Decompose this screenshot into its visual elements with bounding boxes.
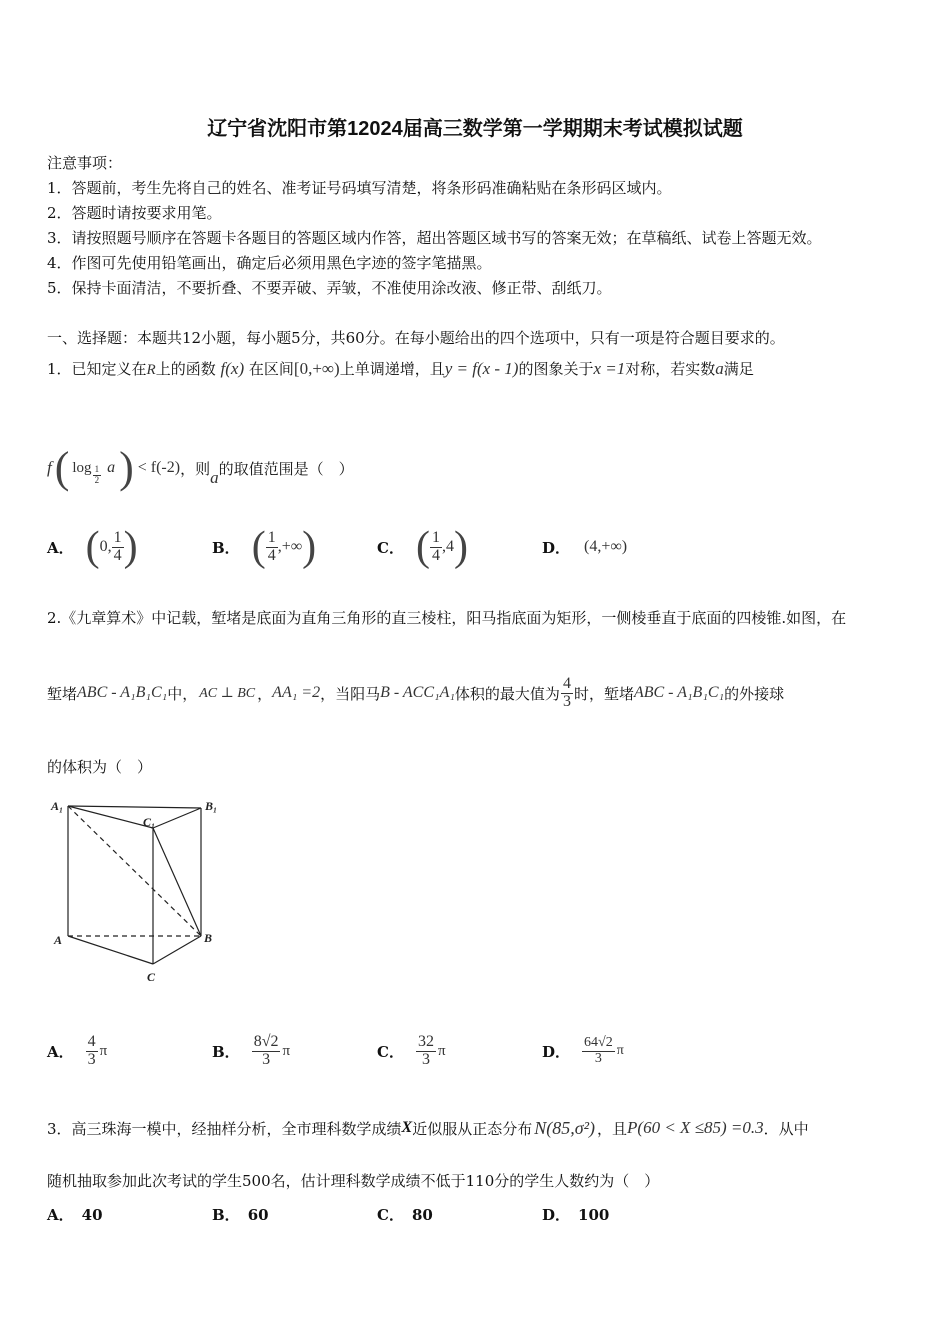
q2-math: AC ⊥ BC: [199, 685, 256, 701]
q1-math: < f(-2): [137, 459, 181, 476]
q1-line2: f ( log $\frac{1}{2}$ a ) < f(-2) ，则 a 的取值范围是（ ）: [47, 443, 354, 492]
label-a1: A₁: [51, 799, 64, 813]
q2-line3: 的体积为（ ）: [47, 758, 153, 776]
edge-c1-b1: [153, 808, 201, 828]
label-c: C: [147, 970, 156, 984]
q2-line2: [47, 668, 784, 718]
q2-option-d[interactable]: [542, 1026, 624, 1076]
q1-option-a[interactable]: A． ( 0, $\frac{1}{4}$ ): [47, 524, 138, 570]
option-numerator: 4: [87, 1032, 96, 1050]
q1-text: 上的函数: [155, 360, 216, 378]
q1-math: a: [715, 359, 724, 378]
q3-text: ．从中: [763, 1119, 809, 1138]
q3-text: ，且: [597, 1119, 628, 1138]
label-c1: C₁: [143, 815, 156, 829]
option-numerator: 1: [431, 528, 440, 546]
q1-math: [0,+∞): [293, 359, 340, 378]
option-math: ,+∞: [277, 538, 303, 555]
option-label: D．: [542, 1042, 571, 1061]
q3-text: 3．高三珠海一模中，经抽样分析，全市理科数学成绩: [47, 1119, 402, 1138]
option-denominator: 3: [421, 1050, 430, 1068]
option-value: 60: [247, 1206, 269, 1224]
q3-option-c[interactable]: [377, 1204, 433, 1225]
edge-a1-b1: [68, 806, 201, 808]
q2-text: 堑堵: [47, 684, 78, 703]
option-denominator: 3: [594, 1050, 602, 1066]
q1-text: 上单调递增，且: [339, 360, 445, 378]
q2-denominator: 3: [562, 692, 571, 710]
q1-option-b[interactable]: B． ( $\frac{1}{4}$ ,+∞ ): [212, 524, 317, 570]
option-denominator: 3: [262, 1050, 271, 1068]
option-label: B．: [212, 538, 240, 557]
q3-math: N(85,σ²): [534, 1117, 596, 1138]
q2-option-b[interactable]: [212, 1026, 290, 1076]
q2-math: ABC - A₁B₁C₁: [633, 684, 725, 701]
q2-numerator: 4: [562, 674, 571, 692]
notice-item: 3．请按照题号顺序在答题卡各题目的答题区域内作答，超出答题区域书写的答案无效；在草稿纸、试卷上答题无效。: [47, 229, 822, 247]
q2-text: 体积的最大值为: [454, 684, 560, 703]
option-label: C．: [377, 1206, 404, 1224]
q1-math: y = f(x - 1): [444, 359, 519, 378]
q1-math: log: [72, 459, 92, 476]
q2-math: B - ACC₁A₁: [380, 684, 455, 701]
option-label: A．: [47, 1042, 74, 1061]
option-label: B．: [212, 1042, 240, 1061]
label-b: B: [204, 931, 213, 945]
q2-line1: 2.《九章算术》中记载，堑堵是底面为直角三角形的直三棱柱，阳马指底面为矩形，一侧棱垂直于底面的四棱锥.如图，在: [47, 609, 847, 627]
notice-item: 5．保持卡面清洁，不要折叠、不要弄破、弄皱，不准使用涂改液、修正带、刮纸刀。: [47, 279, 612, 297]
q1-text: 1．已知定义在: [47, 360, 147, 378]
option-label: C．: [377, 538, 404, 557]
q1-math: R: [146, 362, 156, 378]
q2-option-a[interactable]: [47, 1026, 107, 1076]
q3-option-a[interactable]: [47, 1204, 103, 1225]
log-base-denominator: 2: [94, 474, 100, 485]
notice-heading: 注意事项：: [47, 154, 123, 172]
q2-option-c[interactable]: [377, 1026, 446, 1076]
option-label: D．: [542, 1206, 571, 1224]
option-label: B．: [212, 1206, 240, 1224]
prism-figure: [45, 792, 235, 992]
q1-text: 满足: [723, 360, 754, 378]
label-a: A: [54, 933, 63, 947]
q1-math: f: [47, 458, 52, 477]
q2-math: ABC - A₁B₁C₁: [77, 684, 168, 701]
option-numerator: 32: [417, 1032, 434, 1050]
q3-option-b[interactable]: [212, 1204, 269, 1225]
option-math: π: [616, 1043, 624, 1058]
option-value: 100: [578, 1206, 610, 1224]
edge-c-b: [153, 936, 201, 964]
q3-option-d[interactable]: [542, 1204, 609, 1225]
edge-a-c: [68, 936, 153, 964]
q3-text: 近似服从正态分布: [412, 1119, 533, 1138]
q2-text: 中，: [167, 684, 198, 703]
option-math: 0,: [99, 538, 112, 555]
notice-item: 1．答题前，考生先将自己的姓名、准考证号码填写清楚，将条形码准确粘贴在条形码区域内。: [47, 179, 672, 197]
q1-text: 对称，若实数: [625, 360, 716, 378]
log-base-numerator: 1: [94, 464, 100, 475]
label-b1: B₁: [205, 799, 218, 813]
option-numerator: 8√2: [253, 1032, 279, 1050]
q3-math: P(60 < X ≤85) =0.3: [627, 1118, 764, 1137]
q3-line1: [47, 1108, 809, 1148]
q1-math: f(x): [220, 359, 245, 378]
q1-math: x =1: [593, 359, 626, 378]
q3-math: X: [401, 1119, 413, 1136]
option-label: A．: [47, 1206, 74, 1224]
q2-text: 的外接球: [724, 684, 785, 703]
q2-text: ，: [257, 684, 273, 703]
q1-option-c[interactable]: C． ( $\frac{1}{4}$ ,4 ): [377, 524, 468, 570]
q1-text: 的图象关于: [518, 360, 594, 378]
edge-a1-c1: [68, 806, 156, 829]
option-value: 80: [411, 1206, 433, 1224]
q1-line1: [47, 358, 754, 379]
option-denominator: 4: [431, 546, 440, 564]
q1-math: a: [210, 468, 219, 487]
option-denominator: 4: [267, 546, 276, 564]
edge-a1-b-hidden: [68, 806, 201, 936]
option-numerator: 1: [267, 528, 276, 546]
q1-option-d[interactable]: [542, 522, 627, 572]
edge-c1-b: [153, 828, 201, 936]
q1-text: 在区间: [248, 360, 294, 378]
q1-text: ，则: [180, 459, 211, 478]
option-numerator: 1: [113, 528, 122, 546]
option-value: 40: [81, 1206, 103, 1224]
q2-text: 时，堑堵: [573, 684, 634, 703]
notice-item: 4．作图可先使用铅笔画出，确定后必须用黑色字迹的签字笔描黑。: [47, 254, 492, 272]
option-math: π: [99, 1042, 108, 1059]
option-math: (4,+∞): [584, 538, 628, 555]
q3-line2: 随机抽取参加此次考试的学生500名，估计理科数学成绩不低于110分的学生人数约为（ ）: [47, 1172, 660, 1190]
q1-math: a: [107, 459, 116, 476]
section-heading: 一、选择题：本题共12小题，每小题5分，共60分。在每小题给出的四个选项中，只有一项是符合题目要求的。: [47, 329, 785, 347]
option-denominator: 3: [87, 1050, 96, 1068]
q2-text: ，当阳马: [320, 684, 381, 703]
option-numerator: 64√2: [584, 1034, 613, 1050]
option-label: D．: [542, 538, 571, 557]
q1-text: 的取值范围是（ ）: [218, 459, 354, 478]
option-math: π: [437, 1042, 446, 1059]
page-title: 辽宁省沈阳市第12024届高三数学第一学期期末考试模拟试题: [207, 118, 743, 140]
option-denominator: 4: [113, 546, 122, 564]
q2-math: AA₁ =2: [272, 684, 321, 701]
option-label: A．: [47, 538, 74, 557]
option-math: ,4: [441, 538, 454, 555]
notice-item: 2．答题时请按要求用笔。: [47, 204, 222, 222]
option-math: π: [282, 1042, 291, 1059]
option-label: C．: [377, 1042, 404, 1061]
